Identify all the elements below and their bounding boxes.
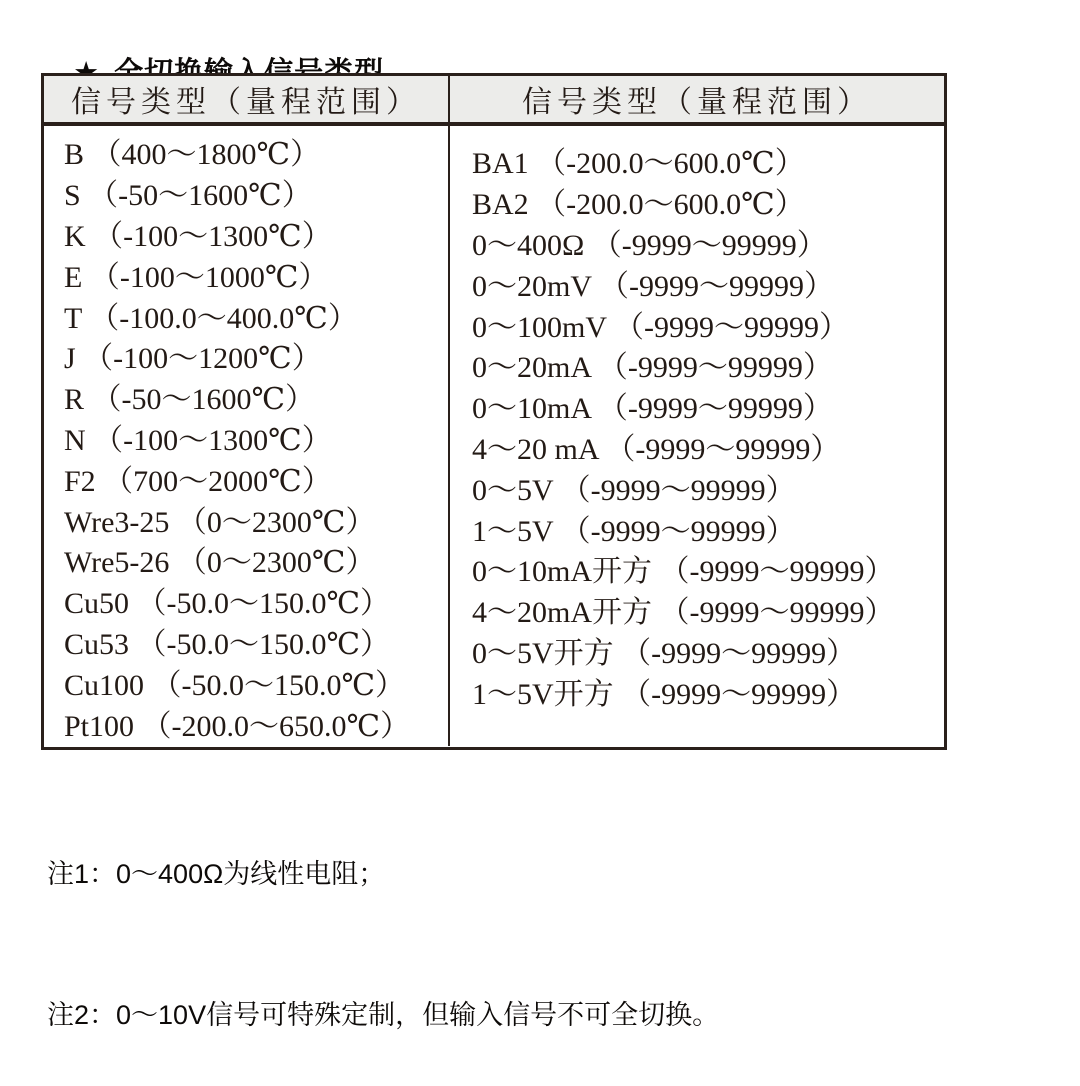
signal-row: N （-100～1300℃） xyxy=(64,423,332,457)
signal-row: 0～10mA （-9999～99999） xyxy=(472,392,833,426)
signal-row: 4～20 mA （-9999～99999） xyxy=(472,432,841,466)
left-column xyxy=(44,126,448,746)
signal-row: 0～100mV （-9999～99999） xyxy=(472,310,849,344)
note-2: 注2：0～10V信号可特殊定制，但输入信号不可全切换。 xyxy=(47,1000,720,1030)
signal-row: Wre3-25 （0～2300℃） xyxy=(64,505,376,539)
signal-row: BA2 （-200.0～600.0℃） xyxy=(472,188,805,222)
signal-row: Cu100 （-50.0～150.0℃） xyxy=(64,668,406,702)
signal-row: Cu53 （-50.0～150.0℃） xyxy=(64,627,391,661)
signal-row: 0～10mA开方 （-9999～99999） xyxy=(472,555,895,589)
signal-row: B （400～1800℃） xyxy=(64,138,321,172)
signal-row: S （-50～1600℃） xyxy=(64,179,312,213)
signal-row: T （-100.0～400.0℃） xyxy=(64,301,358,335)
signal-type-table xyxy=(41,73,947,750)
signal-row: 1～5V （-9999～99999） xyxy=(472,514,796,548)
column-header-left: 信号类型（量程范围） xyxy=(71,86,421,119)
table-header-row xyxy=(44,76,944,126)
signal-row: J （-100～1200℃） xyxy=(64,342,322,376)
signal-row: Cu50 （-50.0～150.0℃） xyxy=(64,587,391,621)
signal-row: K （-100～1300℃） xyxy=(64,220,332,253)
signal-row: 4～20mA开方 （-9999～99999） xyxy=(472,596,895,630)
signal-row: F2 （700～2000℃） xyxy=(64,464,332,498)
column-header-right: 信号类型（量程范围） xyxy=(448,76,944,122)
note-1: 注1：0～400Ω为线性电阻； xyxy=(47,859,386,889)
right-column xyxy=(448,126,944,746)
signal-row: R （-50～1600℃） xyxy=(64,383,316,417)
signal-row: Pt100 （-200.0～650.0℃） xyxy=(64,709,411,743)
signal-row: 1～5V开方 （-9999～99999） xyxy=(472,677,857,711)
signal-row: 0～5V （-9999～99999） xyxy=(472,473,796,507)
signal-row: E （-100～1000℃） xyxy=(64,260,329,294)
signal-row: 0～20mV （-9999～99999） xyxy=(472,269,834,303)
signal-row: 0～400Ω （-9999～99999） xyxy=(472,229,827,262)
table-body xyxy=(44,126,944,746)
signal-row: 0～20mA （-9999～99999） xyxy=(472,351,833,385)
notes-block xyxy=(47,757,719,1086)
signal-row: BA1 （-200.0～600.0℃） xyxy=(472,147,805,181)
signal-row: Wre5-26 （0～2300℃） xyxy=(64,546,376,580)
signal-row: 0～5V开方 （-9999～99999） xyxy=(472,636,857,670)
